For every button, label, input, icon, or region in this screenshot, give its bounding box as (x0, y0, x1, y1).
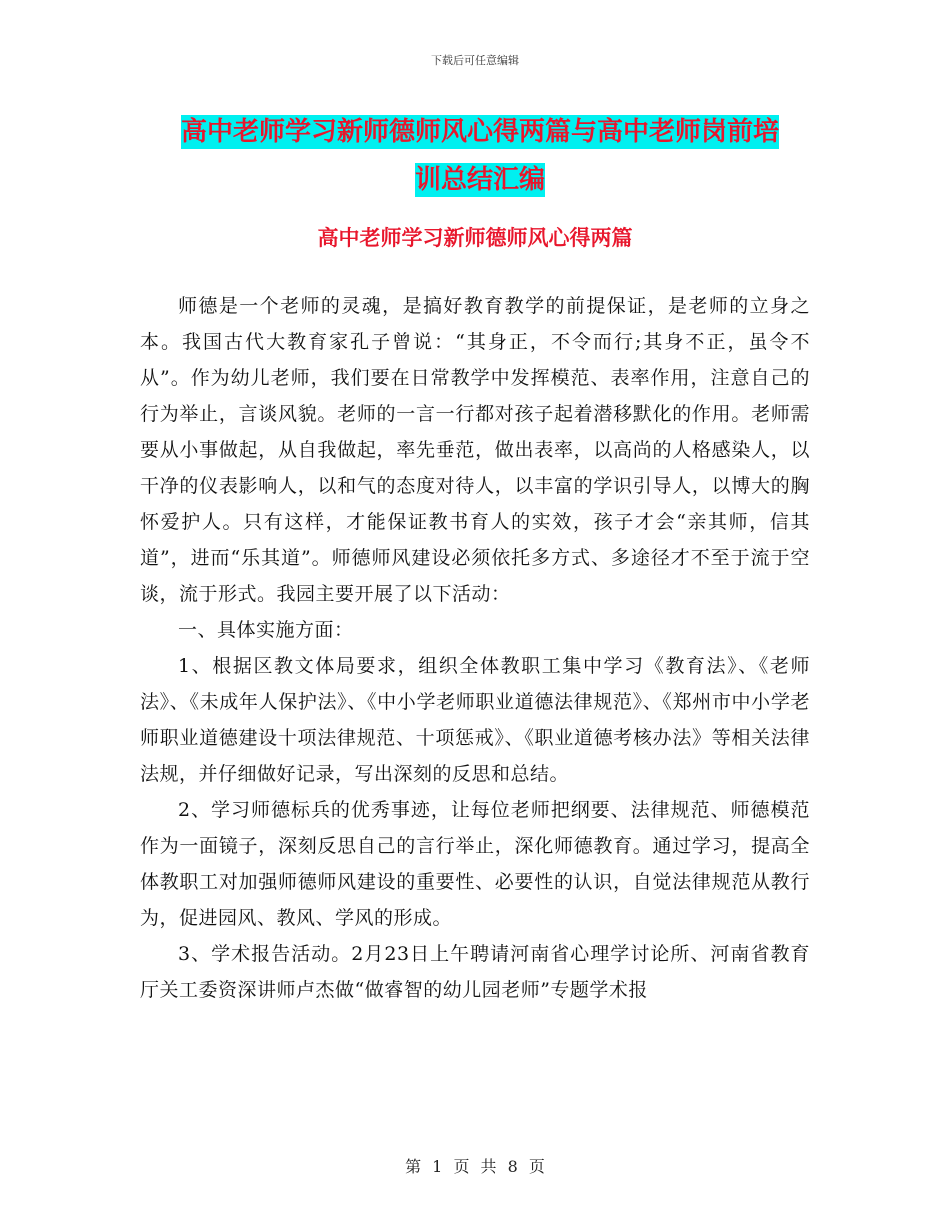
section-title: 高中老师学习新师德师风心得两篇 (317, 226, 633, 250)
main-title-line-1: 高中老师学习新师德师风心得两篇与高中老师岗前培 (180, 117, 779, 147)
paragraph: 师德是一个老师的灵魂，是搞好教育教学的前提保证，是老师的立身之本。我国古代大教育家孔子曾说：“其身正，不令而行;其身不正，虽令不从”。作为幼儿老师，我们要在日常教学中发挥模范、表率作用，注意自己的行为举止，言谈风貌。老师的一言一行都对孩子起着潜移默化的作用。老师需要从小事做起，从自我做起，率先垂范，做出表率，以高尚的人格感染人，以干净的仪表影响人，以和气的态度对待人，以丰富的学识引导人，以博大的胸怀爱护人。只有这样，才能保证教书育人的实效，孩子才会“亲其师，信其道”，进而“乐其道”。师德师风建设必须依托多方式、多途径才不至于流于空谈，流于形式。我园主要开展了以下活动： (140, 295, 810, 605)
paragraph: 3、学术报告活动。2月23日上午聘请河南省心理学讨论所、河南省教育厅关工委资深讲师卢杰做“做睿智的幼儿园老师”专题学术报 (140, 943, 810, 1001)
paragraph: 1、根据区教文体局要求，组织全体教职工集中学习《教育法》、《老师法》、《未成年人保护法》、《中小学老师职业道德法律规范》、《郑州市中小学老师职业道德建设十项法律规范、十项惩戒》、《职业道德考核办法》等相关法律法规，并仔细做好记录，写出深刻的反思和总结。 (140, 655, 810, 785)
header-note: 下载后可任意编辑 (431, 54, 519, 67)
paragraph: 2、学习师德标兵的优秀事迹，让每位老师把纲要、法律规范、师德模范作为一面镜子，深刻反思自己的言行举止，深化师德教育。通过学习，提高全体教职工对加强师德师风建设的重要性、必要性的认识，自觉法律规范从教行为，促进园风、教风、学风的形成。 (140, 799, 810, 929)
paragraph: 一、具体实施方面： (178, 619, 354, 641)
main-title (140, 108, 820, 204)
body-text (140, 288, 810, 1008)
page-number: 第 1 页 共 8 页 (405, 1157, 545, 1176)
main-title-line-2: 训总结汇编 (414, 165, 545, 195)
